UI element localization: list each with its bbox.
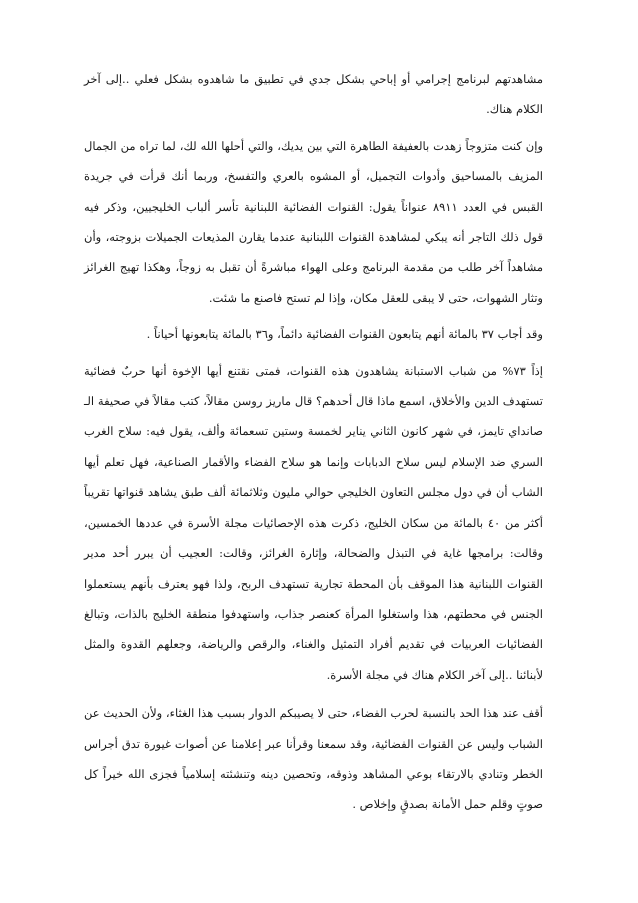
paragraph-spacer	[84, 690, 543, 698]
paragraph-married-warning: وإن كنت متزوجاً زهدت بالعفيفة الطاهرة التي بين يديك، والتي أحلها الله لك، لما تراه من الجمال المزيف بالمساحيق وأدوات التجميل، أو المشوه بالعري والتفسخ، وربما أنك قرأت في جريدة القبس في العدد ٨٩١١ عنواناً يقول: القنوات الفضائية اللبنانية تأسر ألباب الخليجيين، وذكر فيه قول ذلك التاجر أنه يبكي لمشاهدة القنوات اللبنانية عندما يقارن المذيعات الجميلات بزوجته، وأن مشاهداً آخر طلب من مقدمة البرنامج وعلى الهواء مباشرةً أن تقبل به زوجاً، وهكذا تهيج الغرائز وتثار الشهوات، حتى لا يبقى للعقل مكان، وإذا لم تستح فاصنع ما شئت.	[84, 138, 543, 305]
paragraph-survey-result: وقد أجاب ٣٧ بالمائة أنهم يتابعون القنوات الفضائية دائماً، و٣٦ بالمائة يتابعونها أحياناً .	[146, 327, 543, 342]
document-body	[84, 64, 543, 820]
paragraph-space-war: إذاً ٧٣% من شباب الاستبانة يشاهدون هذه القنوات، فمتى نقتنع أيها الإخوة أنها حربٌ فضائية تستهدف الدين والأخلاق، اسمع ماذا قال أحدهم؟ قال ماريز روسن مقالاً، كتب مقالاً في صحيفة الـ صانداي تايمز، في شهر كانون الثاني يناير لخمسة وستين تسعمائة وألف، يقول فيه: سلاح الغرب السري ضد الإسلام ليس سلاح الدبابات وإنما هو سلاح الفضاء والأقمار الصناعية، فهل تعلم أيها الشاب أن في دول مجلس التعاون الخليجي حوالي مليون وثلاثمائة ألف طبق يشاهد قنواتها تقريباً أكثر من ٤٠ بالمائة من سكان الخليج، ذكرت هذه الإحصائيات مجلة الأسرة في عددها الخمسين، وقالت: برامجها غاية في التبذل والضحالة، وإثارة الغرائز، وقالت: العجيب أن يبرر أحد مدير القنوات اللبنانية هذا الموقف بأن المحطة تجارية تستهدف الربح، ولذا فهو يعترف بأنهم يستعملوا الجنس في محطتهم، هذا واستغلوا المرأة كعنصر جذاب، واستهدفوا منطقة الخليج بالذات، وتبالغ الفضائيات العربيات في تقديم أفراد التمثيل والغناء، والرقص والرياضة، وجعلهم القدوة والمثل لأبنائنا ..إلى آخر الكلام هناك في مجلة الأسرة.	[84, 363, 543, 682]
paragraph-conclusion: أقف عند هذا الحد بالنسبة لحرب الفضاء، حتى لا يصيبكم الدوار بسبب هذا الغثاء، ولأن الحديث عن الشباب وليس عن القنوات الفضائية، وقد سمعنا وقرأنا عبر إعلامنا عن أصوات غيورة تدق أجراس الخطر وتنادي بالارتقاء بوعي المشاهد وذوقه، وتحصين دينه وتنشئته إسلامياً فجزى الله خيراً كل صوتٍ وقلم حمل الأمانة بصدقٍ وإخلاص .	[84, 706, 543, 812]
paragraph-intro-ending: مشاهدتهم لبرنامج إجرامي أو إباحي بشكل جدي في تطبيق ما شاهدوه بشكل فعلي ..إلى آخر الكلام هناك.	[84, 72, 543, 117]
